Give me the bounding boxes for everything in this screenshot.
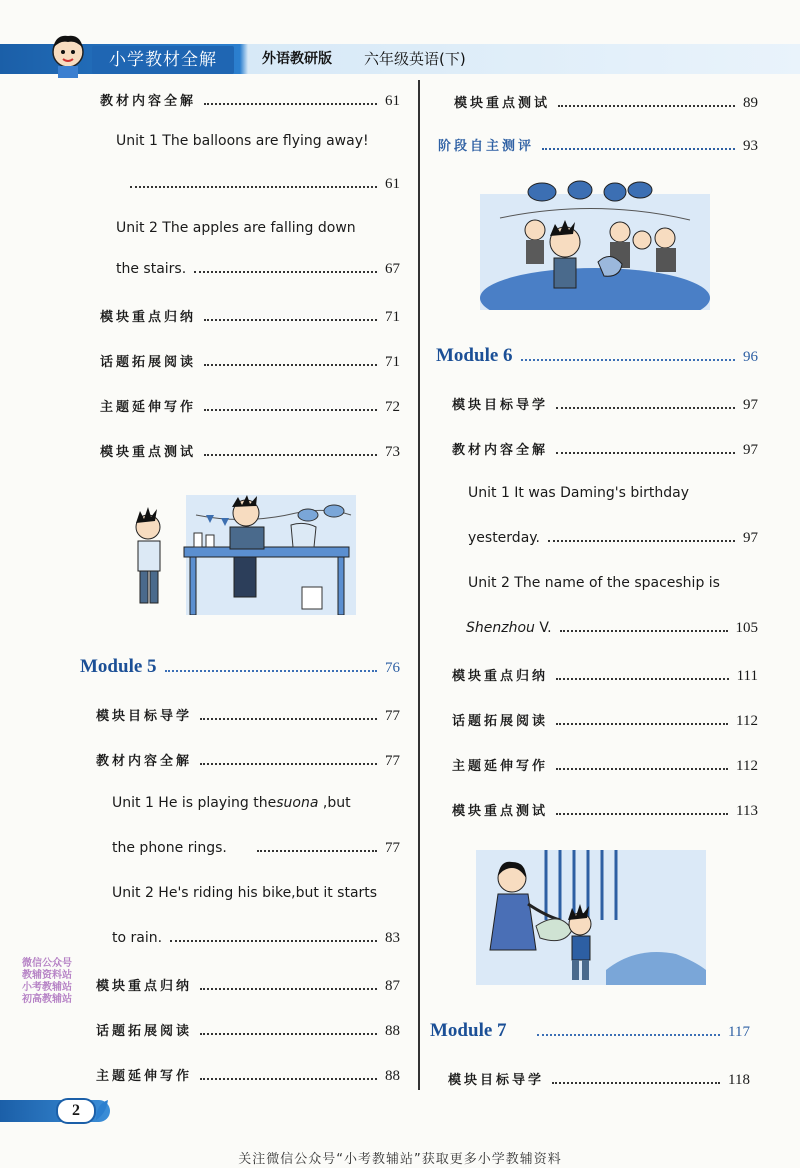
toc-entry-stage-test[interactable] (438, 135, 758, 155)
toc-entry-page: 112 (736, 713, 758, 729)
toc-entry[interactable] (454, 92, 758, 112)
leader-dots (556, 452, 735, 454)
toc-entry-page: 105 (735, 620, 758, 636)
mascot-logo-icon (40, 30, 96, 78)
toc-entry[interactable] (112, 930, 400, 947)
toc-entry-label: 教材内容全解 (96, 754, 193, 769)
toc-entry[interactable] (100, 351, 400, 371)
toc-entry-page: 71 (385, 309, 400, 325)
module-title: Module 6 (436, 345, 513, 366)
column-divider (418, 80, 420, 1090)
module-heading[interactable] (80, 656, 400, 678)
leader-dots (548, 540, 735, 542)
toc-entry[interactable] (100, 396, 400, 416)
leader-dots (165, 670, 377, 672)
edition-label: 外语教研版 (262, 51, 332, 67)
toc-unit-title[interactable]: Unit 1 It was Daming's birthday (468, 485, 690, 501)
toc-entry-page: 77 (385, 840, 400, 856)
grade-label: 六年级英语(下) (364, 50, 466, 68)
leader-dots (204, 409, 377, 411)
toc-entry[interactable] (468, 530, 758, 547)
leader-dots (537, 1034, 721, 1036)
leader-dots (204, 103, 377, 105)
leader-dots (204, 364, 377, 366)
leader-dots (556, 678, 729, 680)
module-page: 96 (743, 349, 758, 365)
toc-entry-page: 112 (736, 758, 758, 774)
toc-entry-label: 模块目标导学 (452, 398, 549, 413)
toc-entry-label: 主题延伸写作 (452, 759, 549, 774)
leader-dots (200, 1033, 377, 1035)
toc-entry[interactable] (96, 750, 400, 770)
toc-unit-title[interactable]: Unit 2 The apples are falling down (116, 220, 356, 236)
leader-dots (257, 850, 377, 852)
leader-dots (560, 630, 728, 632)
toc-entry[interactable] (100, 441, 400, 461)
leader-dots (200, 1078, 377, 1080)
toc-entry-label: 模块重点归纳 (100, 310, 197, 325)
module-heading[interactable] (430, 1020, 750, 1042)
toc-entry-page: 67 (385, 261, 400, 277)
toc-entry-page: 118 (728, 1072, 750, 1088)
toc-unit-title[interactable]: Unit 2 He's riding his bike,but it starts (112, 885, 378, 901)
toc-entry-page: 87 (385, 978, 400, 994)
watermark-line: 教辅资料站 (22, 970, 72, 981)
book-series-title: 小学教材全解 (92, 46, 234, 74)
watermark-line: 初高教辅站 (22, 994, 72, 1005)
leader-dots (200, 988, 377, 990)
toc-entry-label: 话题拓展阅读 (96, 1024, 193, 1039)
toc-entry[interactable] (96, 1065, 400, 1085)
leader-dots (521, 359, 735, 361)
toc-unit-title[interactable]: Unit 1 The balloons are flying away! (116, 133, 369, 149)
toc-entry-label: 模块重点测试 (100, 445, 197, 460)
toc-entry-page: 88 (385, 1068, 400, 1084)
watermark-line: 微信公众号 (22, 958, 72, 969)
toc-entry[interactable] (452, 755, 758, 775)
toc-entry[interactable] (130, 176, 400, 193)
leader-dots (200, 763, 377, 765)
toc-entry-label: 模块重点测试 (454, 96, 551, 111)
toc-entry[interactable] (448, 1069, 750, 1089)
leader-dots (170, 940, 377, 942)
leaf-icon (94, 1098, 110, 1122)
module-title: Module 7 (430, 1020, 507, 1041)
leader-dots (542, 148, 735, 150)
toc-entry[interactable] (100, 306, 400, 326)
toc-entry-label: 模块目标导学 (448, 1073, 545, 1088)
leader-dots (200, 718, 377, 720)
woman-and-boy-illustration (476, 850, 706, 985)
toc-unit-tail: V. (534, 620, 552, 636)
toc-entry-label: 教材内容全解 (452, 443, 549, 458)
page-number: 2 (56, 1098, 96, 1124)
toc-entry-page: 77 (385, 753, 400, 769)
toc-entry-page: 72 (385, 399, 400, 415)
module-page: 76 (385, 660, 400, 676)
toc-entry-label: the stairs. (116, 261, 187, 277)
module-title: Module 5 (80, 656, 157, 677)
toc-entry-page: 83 (385, 930, 400, 946)
toc-entry-page: 97 (743, 530, 758, 546)
toc-entry[interactable] (96, 1020, 400, 1040)
toc-entry-page: 73 (385, 444, 400, 460)
toc-entry-label: yesterday. (468, 530, 541, 546)
toc-unit-title[interactable]: Unit 2 The name of the spaceship is (468, 575, 720, 591)
toc-entry[interactable] (452, 665, 758, 685)
toc-entry[interactable] (96, 705, 400, 725)
leader-dots (556, 813, 728, 815)
toc-entry[interactable] (96, 975, 400, 995)
toc-entry-label: 模块重点测试 (452, 804, 549, 819)
toc-entry-label: 模块重点归纳 (452, 669, 549, 684)
leader-dots (552, 1082, 720, 1084)
toc-entry-label: 主题延伸写作 (96, 1069, 193, 1084)
toc-entry-page: 61 (385, 176, 400, 192)
leader-dots (556, 723, 728, 725)
toc-entry-label: the phone rings. (112, 840, 227, 856)
toc-entry-label: 模块目标导学 (96, 709, 193, 724)
toc-entry-page: 97 (743, 442, 758, 458)
watermark-line: 小考教辅站 (22, 982, 72, 993)
toc-entry-page: 61 (385, 93, 400, 109)
toc-entry-page: 71 (385, 354, 400, 370)
toc-entry-page: 88 (385, 1023, 400, 1039)
watermark-stamp (22, 958, 72, 1006)
toc-entry-page: 113 (736, 803, 758, 819)
toc-entry[interactable] (452, 439, 758, 459)
toc-unit-tail: ,but (318, 795, 351, 811)
leader-dots (556, 407, 735, 409)
leader-dots (558, 105, 735, 107)
toc-entry-label: 阶段自主测评 (438, 139, 535, 154)
toc-unit-title[interactable] (112, 795, 351, 811)
footer-note: 关注微信公众号“小考教辅站”获取更多小学教辅资料 (238, 1152, 562, 1167)
toc-entry-label: 模块重点归纳 (96, 979, 193, 994)
birthday-party-illustration (480, 180, 710, 310)
module-page: 117 (728, 1024, 750, 1040)
toc-entry[interactable] (116, 261, 400, 278)
toc-unit-italic: Shenzhou (466, 620, 535, 636)
leader-dots (556, 768, 728, 770)
toc-entry-page: 89 (743, 95, 758, 111)
toc-entry[interactable] (452, 710, 758, 730)
toc-entry-label: 主题延伸写作 (100, 400, 197, 415)
toc-entry-page: 111 (736, 668, 758, 684)
toc-entry[interactable] (100, 90, 400, 110)
toc-unit-text: Unit 1 He is playing the (112, 795, 277, 811)
toc-unit-italic: suona (276, 795, 319, 811)
toc-entry-label: to rain. (112, 930, 163, 946)
toc-entry[interactable] (452, 800, 758, 820)
toc-entry-label: 教材内容全解 (100, 94, 197, 109)
toc-entry-label: 话题拓展阅读 (452, 714, 549, 729)
toc-entry-page: 93 (743, 138, 758, 154)
toc-entry-page: 77 (385, 708, 400, 724)
module-heading[interactable] (436, 345, 758, 367)
toc-entry[interactable] (466, 620, 758, 637)
toc-entry-label (466, 620, 552, 636)
leader-dots (130, 186, 377, 188)
party-table-illustration (126, 485, 356, 615)
toc-entry-label: 话题拓展阅读 (100, 355, 197, 370)
leader-dots (204, 319, 377, 321)
toc-entry[interactable] (112, 840, 400, 857)
toc-entry-page: 97 (743, 397, 758, 413)
toc-entry[interactable] (452, 394, 758, 414)
leader-dots (204, 454, 377, 456)
leader-dots (194, 271, 377, 273)
